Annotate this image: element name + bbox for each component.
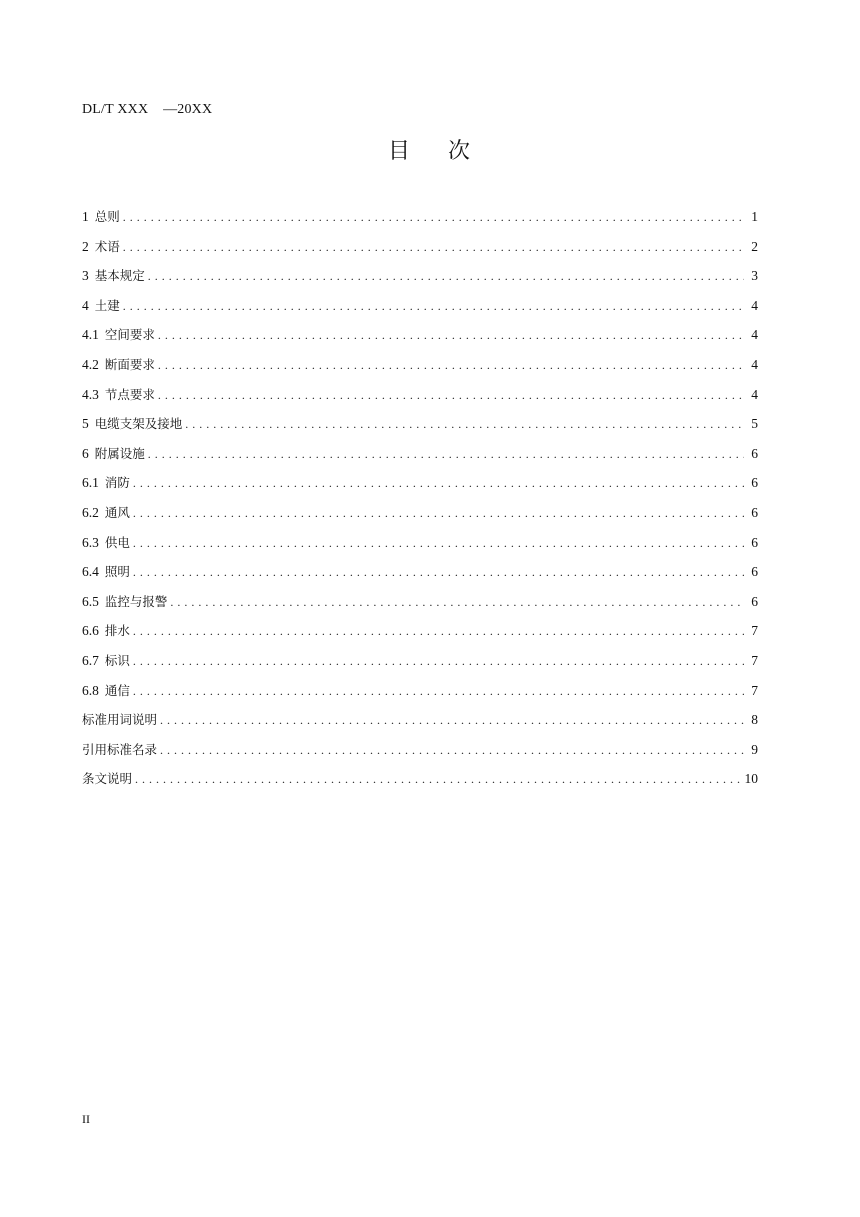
toc-dot-leader <box>158 358 744 373</box>
toc-entry-number: 6 <box>82 445 89 461</box>
toc-dot-leader <box>148 447 744 462</box>
toc-page-number: 6 <box>751 504 758 520</box>
toc-entry-number: 6.8 <box>82 682 99 698</box>
toc-entry-title: 照明 <box>104 564 130 580</box>
toc-dot-leader <box>148 269 744 284</box>
toc-entry-title: 消防 <box>104 475 130 491</box>
toc-entry-4-3[interactable] <box>82 385 758 415</box>
toc-dot-leader <box>160 743 744 758</box>
toc-entry-6-4[interactable] <box>82 562 758 592</box>
toc-entry-title: 节点要求 <box>104 386 155 402</box>
toc-page-number: 7 <box>751 623 758 639</box>
toc-page-number: 8 <box>751 712 758 728</box>
toc-entry-number: 6.4 <box>82 564 99 580</box>
toc-entry-number: 6.7 <box>82 652 99 668</box>
toc-entry-standard-terms[interactable] <box>82 710 758 740</box>
toc-dot-leader <box>133 565 744 580</box>
toc-page-number: 4 <box>751 356 758 372</box>
toc-entry-title: 断面要求 <box>104 356 155 372</box>
toc-page-number: 1 <box>751 209 758 224</box>
toc-entry-4[interactable] <box>82 296 758 326</box>
toc-entry-2[interactable] <box>82 237 758 267</box>
toc-entry-number: 4.3 <box>82 386 99 402</box>
page-title: 目 次 <box>388 139 472 164</box>
toc-entry-title: 标识 <box>104 652 130 668</box>
toc-entry-title: 排水 <box>104 623 130 639</box>
toc-entry-number: 6.2 <box>82 504 99 520</box>
table-of-contents <box>82 207 758 799</box>
toc-entry-number: 6.3 <box>82 534 99 550</box>
toc-dot-leader <box>133 506 744 521</box>
toc-dot-leader <box>133 476 744 491</box>
toc-entry-referenced-standards[interactable] <box>82 740 758 770</box>
toc-entry-title: 供电 <box>104 534 130 550</box>
toc-entry-title: 条文说明 <box>82 771 133 787</box>
toc-dot-leader <box>123 210 744 225</box>
toc-entry-number: 4.1 <box>82 327 99 343</box>
toc-dot-leader <box>135 772 740 787</box>
toc-entry-number: 2 <box>82 238 89 254</box>
toc-entry-title: 土建 <box>94 297 120 313</box>
toc-entry-number: 1 <box>82 209 89 224</box>
toc-page-number: 6 <box>751 593 758 609</box>
toc-entry-3[interactable] <box>82 266 758 296</box>
toc-entry-title: 总则 <box>94 209 120 224</box>
toc-page-number: 6 <box>751 475 758 491</box>
toc-page-number: 6 <box>751 534 758 550</box>
page-number-footer: II <box>82 1112 90 1126</box>
toc-entry-title: 引用标准名录 <box>82 741 158 757</box>
toc-entry-4-1[interactable] <box>82 325 758 355</box>
document-code: DL/T XXX —20XX <box>82 102 213 117</box>
toc-entry-clause-explanation[interactable] <box>82 769 758 799</box>
toc-page-number: 4 <box>751 297 758 313</box>
toc-entry-title: 标准用词说明 <box>82 712 158 728</box>
toc-entry-6-1[interactable] <box>82 473 758 503</box>
toc-entry-title: 附属设施 <box>94 445 145 461</box>
toc-page-number: 6 <box>751 564 758 580</box>
toc-entry-1[interactable] <box>82 207 758 237</box>
toc-page-number: 5 <box>751 416 758 432</box>
toc-page-number: 3 <box>751 268 758 284</box>
toc-entry-6-8[interactable] <box>82 681 758 711</box>
toc-page-number: 10 <box>744 771 758 787</box>
toc-dot-leader <box>185 417 744 432</box>
toc-entry-4-2[interactable] <box>82 355 758 385</box>
toc-entry-title: 电缆支架及接地 <box>94 416 183 432</box>
toc-page-number: 7 <box>751 682 758 698</box>
toc-entry-title: 空间要求 <box>104 327 155 343</box>
toc-entry-title: 通信 <box>104 682 130 698</box>
toc-entry-6-2[interactable] <box>82 503 758 533</box>
toc-entry-6-3[interactable] <box>82 533 758 563</box>
toc-entry-6-5[interactable] <box>82 592 758 622</box>
toc-dot-leader <box>123 240 744 255</box>
toc-dot-leader <box>158 328 744 343</box>
toc-dot-leader <box>123 299 744 314</box>
toc-page-number: 9 <box>751 741 758 757</box>
toc-entry-6-6[interactable] <box>82 621 758 651</box>
toc-entry-number: 4 <box>82 297 89 313</box>
toc-page-number: 4 <box>751 386 758 402</box>
toc-entry-title: 术语 <box>94 238 120 254</box>
toc-dot-leader <box>158 388 744 403</box>
toc-entry-number: 4.2 <box>82 356 99 372</box>
toc-page-number: 6 <box>751 445 758 461</box>
toc-page-number: 4 <box>751 327 758 343</box>
toc-page-number: 7 <box>751 652 758 668</box>
toc-entry-6[interactable] <box>82 444 758 474</box>
toc-entry-6-7[interactable] <box>82 651 758 681</box>
toc-page-number: 2 <box>751 238 758 254</box>
toc-entry-number: 6.1 <box>82 475 99 491</box>
toc-dot-leader <box>133 684 744 699</box>
toc-entry-5[interactable] <box>82 414 758 444</box>
toc-entry-title: 监控与报警 <box>104 593 168 609</box>
toc-dot-leader <box>133 536 744 551</box>
toc-entry-number: 6.6 <box>82 623 99 639</box>
toc-dot-leader <box>133 654 744 669</box>
toc-dot-leader <box>170 595 744 610</box>
toc-entry-title: 基本规定 <box>94 268 145 284</box>
toc-entry-number: 5 <box>82 416 89 432</box>
toc-entry-number: 6.5 <box>82 593 99 609</box>
toc-entry-title: 通风 <box>104 504 130 520</box>
toc-entry-number: 3 <box>82 268 89 284</box>
toc-dot-leader <box>133 624 744 639</box>
toc-dot-leader <box>160 713 744 728</box>
